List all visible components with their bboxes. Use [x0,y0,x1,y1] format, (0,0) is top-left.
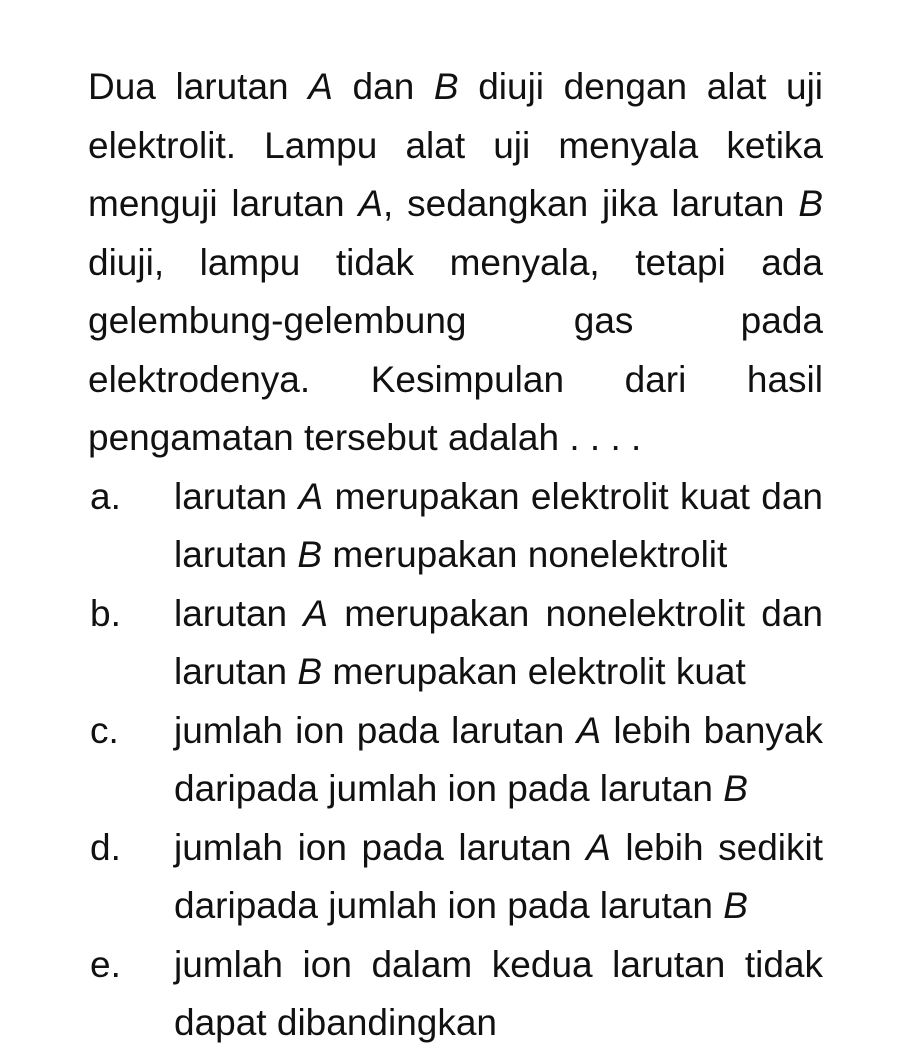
variable-b: B [297,534,323,575]
option-text [174,936,823,1053]
option-letter: a. [90,475,121,517]
variable-b: B [433,66,459,107]
option-segment: jumlah ion pada larutan [174,709,577,751]
variable-a: A [358,183,384,224]
option-a[interactable] [88,468,823,585]
variable-b: B [297,651,323,692]
question-segment: diuji, lampu tidak menyala, tetapi ada gelembung-gelembung gas pada elektrodenya. Kesimpulan dari hasil pengamatan tersebut adalah . . . . [88,241,823,458]
option-segment: lebih banyak daripada jumlah ion pada larutan [174,709,823,809]
option-text [174,819,823,936]
option-letter: b. [90,592,121,634]
option-segment: larutan [174,592,304,634]
option-segment: lebih sedikit daripada jumlah ion pada larutan [174,826,823,926]
option-c[interactable] [88,702,823,819]
option-text [174,702,823,819]
option-letter: e. [90,943,121,985]
question-segment: , sedangkan jika larutan [383,183,799,224]
option-segment: larutan [174,475,299,517]
question-segment: diuji dengan alat uji elektrolit. Lampu alat uji menyala ketika menguji larutan [88,66,824,224]
option-text [174,585,823,702]
variable-b: B [723,885,748,926]
option-d[interactable] [88,819,823,936]
option-text [174,468,823,585]
variable-b: B [798,183,824,224]
question-card [88,58,823,1053]
option-segment: jumlah ion dalam kedua larutan tidak dapat dibandingkan [174,943,823,1043]
option-segment: jumlah ion pada larutan [174,826,587,868]
option-segment: merupakan nonelektrolit dan larutan [174,592,823,692]
variable-a: A [576,709,602,751]
variable-a: A [586,826,611,868]
option-b[interactable] [88,585,823,702]
answer-options [88,468,823,1053]
variable-a: A [298,475,324,517]
option-e[interactable] [88,936,823,1053]
question-segment: Dua larutan [88,66,309,107]
option-segment: merupakan nonelektrolit [322,534,728,575]
variable-a: A [303,592,329,634]
variable-a: A [308,66,333,107]
option-letter: c. [90,709,119,751]
option-letter: d. [90,826,121,868]
option-segment: merupakan elektrolit kuat dan larutan [174,475,824,575]
question-text [88,58,823,468]
option-segment: merupakan elektrolit kuat [322,651,746,692]
question-segment: dan [332,66,434,107]
variable-b: B [723,768,748,809]
